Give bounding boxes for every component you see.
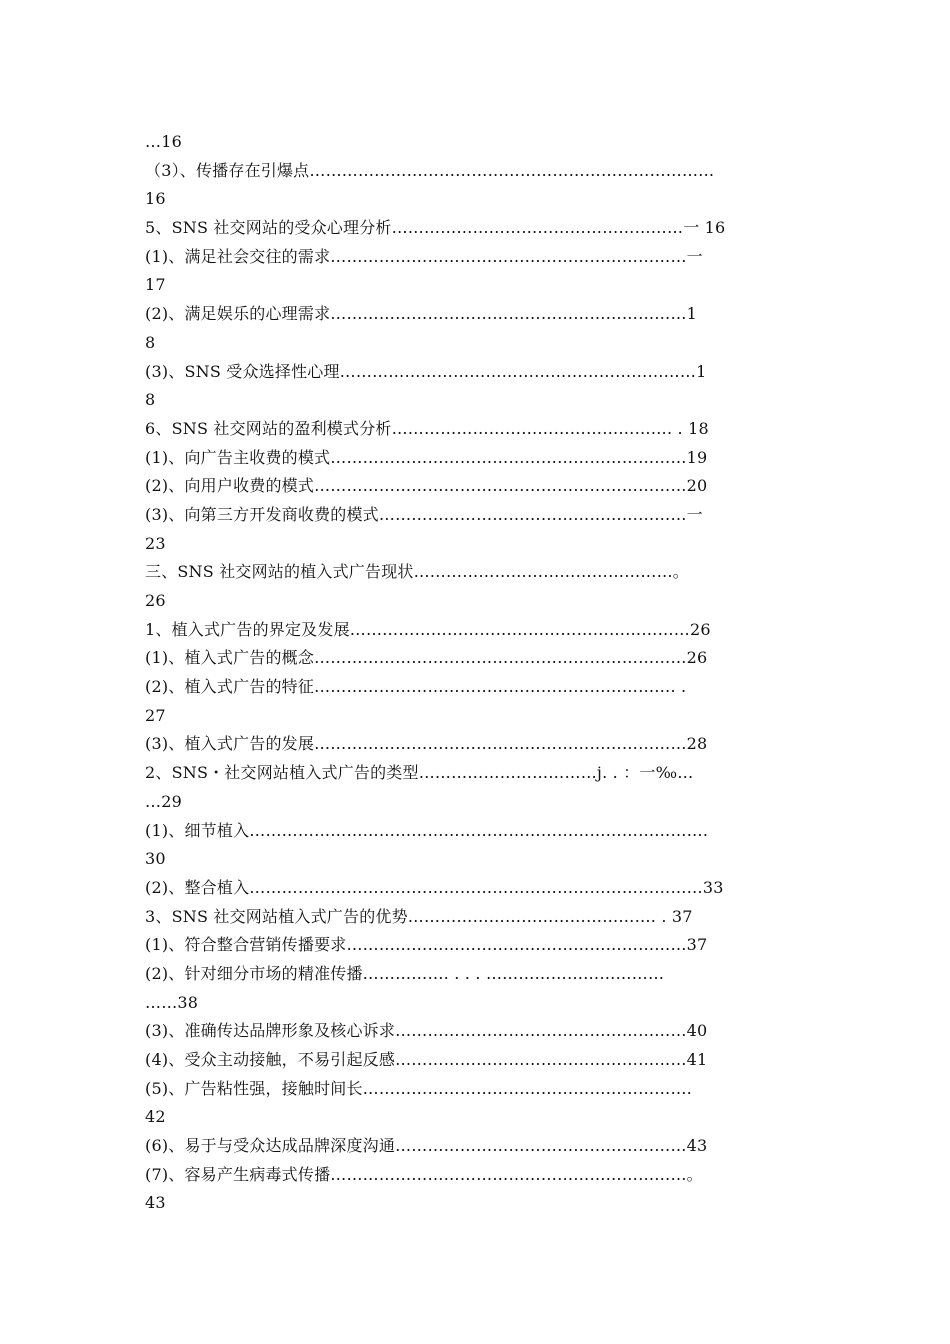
toc-line: (6)、易于与受众达成品牌深度沟通………………………………………………43 xyxy=(145,1136,708,1156)
toc-line: 30 xyxy=(145,849,166,869)
toc-line: 26 xyxy=(145,591,166,610)
toc-line: (2)、向用户收费的模式……………………………………………………………20 xyxy=(145,476,708,496)
toc-line: 42 xyxy=(145,1107,166,1127)
toc-line: (2)、植入式广告的特征…………………………………………………………. . xyxy=(145,677,687,697)
toc-line: 43 xyxy=(145,1193,166,1213)
toc-line: 16 xyxy=(145,189,166,209)
toc-line: 5、SNS 社交网站的受众心理分析………………………………………………一 16 xyxy=(145,218,726,238)
toc-line: 1、植入式广告的界定及发展………………………………………………………26 xyxy=(145,619,711,639)
toc-line: (3)、向第三方开发商收费的模式…………………………………………………一 xyxy=(145,504,703,524)
toc-line: 3、SNS 社交网站植入式广告的优势………………………………………. . 37 xyxy=(145,906,693,926)
toc-line: …29 xyxy=(145,791,182,811)
toc-line: （3）、传播存在引爆点………………………………………………………………… xyxy=(145,160,715,180)
toc-line: …16 xyxy=(145,132,182,151)
toc-line: (1)、细节植入…………………………………………………………………………. xyxy=(145,820,709,840)
toc-line: 2、SNS・社交网站植入式广告的类型……………………………j. . ：一‰… xyxy=(145,763,694,783)
toc-line: 8 xyxy=(145,332,156,352)
toc-line: (1)、向广告主收费的模式…………………………………………………………19 xyxy=(145,447,708,467)
toc-line: 6、SNS 社交网站的盈利模式分析……………………………………………. . 18 xyxy=(145,418,709,438)
toc-line: (4)、受众主动接触，不易引起反感………………………………………………41 xyxy=(145,1050,708,1069)
toc-line: (1)、植入式广告的概念……………………………………………………………26 xyxy=(145,648,708,668)
toc-line: (3)、准确传达品牌形象及核心诉求………………………………………………40 xyxy=(145,1021,708,1041)
table-of-contents xyxy=(145,128,805,1218)
toc-line: (1)、满足社会交往的需求…………………………………………………………一 xyxy=(145,246,703,266)
toc-line: ……38 xyxy=(145,992,199,1012)
toc-line: (2)、满足娱乐的心理需求…………………………………………………………1 xyxy=(145,304,698,324)
toc-line: (2)、整合植入…………………………………………………………………………33 xyxy=(145,877,724,897)
toc-line: (2)、针对细分市场的精准传播……………. . . . …………………………… xyxy=(145,963,665,983)
toc-line: 23 xyxy=(145,533,166,553)
toc-line: (5)、广告粘性强，接触时间长……………………………………………………. xyxy=(145,1078,692,1098)
toc-line: (1)、符合整合营销传播要求………………………………………………………37 xyxy=(145,935,708,955)
toc-line: 8 xyxy=(145,390,156,410)
toc-line: 三、SNS 社交网站的植入式广告现状…………………………………………。 xyxy=(145,562,690,582)
toc-line: (3)、SNS 受众选择性心理…………………………………………………………1 xyxy=(145,361,707,381)
toc-line: 27 xyxy=(145,705,166,725)
toc-line: (3)、植入式广告的发展……………………………………………………………28 xyxy=(145,734,708,754)
toc-line: 17 xyxy=(145,275,166,295)
toc-line: (7)、容易产生病毒式传播…………………………………………………………。 xyxy=(145,1164,703,1184)
